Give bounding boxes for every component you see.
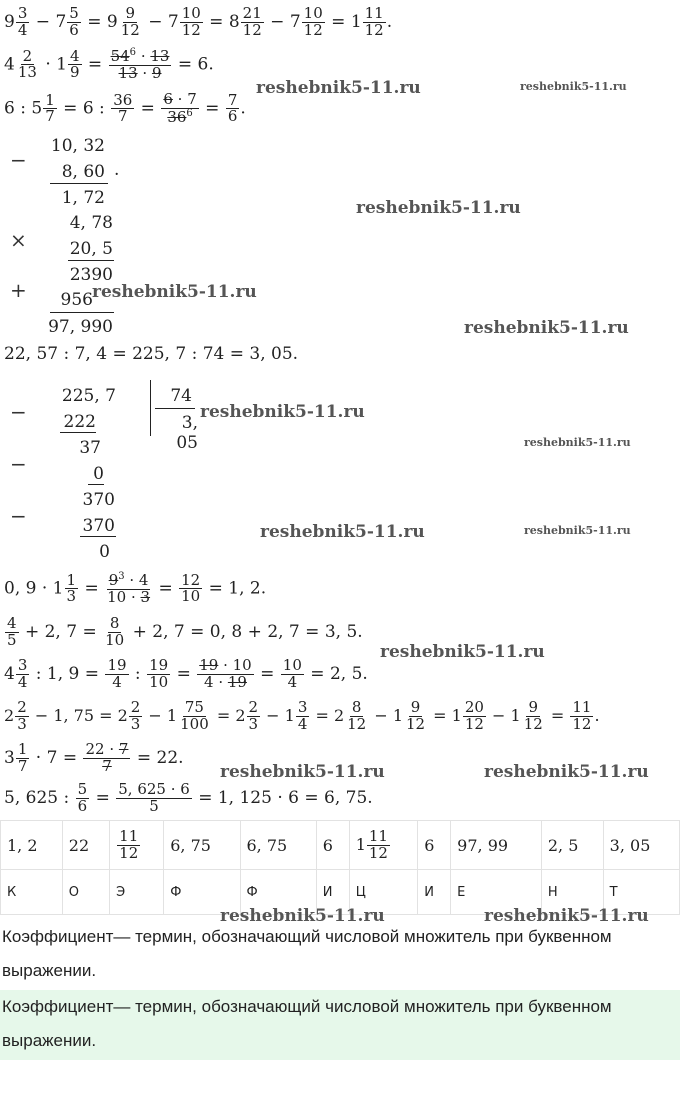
mul-rule-2 [50, 312, 114, 313]
equation-line-9: 3 $\frac{1}{7}$ · 7 = $\frac{22 \cdot 7}{7}$ = 22. [4, 740, 184, 775]
table-cell: 6 [418, 821, 451, 870]
div-bar [150, 380, 151, 436]
mul-partial-2: 956 [60, 290, 93, 310]
mul-rule-1 [68, 260, 114, 261]
div-sub-2: 0 [93, 464, 104, 484]
mul-partial-1: 2390 [69, 265, 113, 285]
watermark: reshebnik5-11.ru [220, 906, 385, 926]
table-cell: Т [603, 870, 679, 915]
plus-sign: + [10, 278, 27, 302]
div-quotient: 3, 05 [176, 413, 198, 453]
table-cell: Ф [164, 870, 240, 915]
watermark: reshebnik5-11.ru [484, 762, 649, 782]
table-cell: Ф [240, 870, 316, 915]
table-cell: 1 $\frac{11}{12}$ [349, 821, 418, 870]
times-sign: × [10, 228, 27, 252]
watermark: reshebnik5-11.ru [524, 524, 631, 537]
definition-text: Коэффициент— термин, обозначающий числовой множитель при буквенном выражении. [2, 927, 612, 980]
watermark: reshebnik5-11.ru [464, 318, 629, 338]
answer-table [0, 820, 680, 915]
equation-line-2: 4 $\frac{2}{13}$ · 1 $\frac{4}{9}$ = $\frac{54^6 \cdot 13}{13 \cdot 9}$ = 6. [4, 46, 214, 82]
equation-line-3: 6 : 5 $\frac{1}{7}$ = 6 : $\frac{36}{7}$ = $\frac{6 \cdot 7}{36^6}$ = $\frac{7}{6}$ . [4, 90, 246, 126]
equation-line-10: 5, 625 : $\frac{5}{6}$ = $\frac{5, 625 \cdot 6}{5}$ = 1, 125 · 6 = 6, 75. [4, 780, 373, 815]
watermark: reshebnik5-11.ru [92, 282, 257, 302]
div-sub-1: 222 [63, 412, 96, 432]
minus-sign-2: − [10, 452, 27, 476]
div-dividend: 225, 7 [61, 386, 116, 406]
sub-subtrahend: 8, 60 [61, 162, 105, 182]
equation-line-7: 4 $\frac{3}{4}$ : 1, 9 = $\frac{19}{4}$ : $\frac{19}{10}$ = $\frac{19 \cdot 10}{4 \cdot 19}$ = $\frac{10}{4}$ = 2, 5. [4, 656, 368, 691]
table-cell: 6 [316, 821, 349, 870]
table-cell: Э [110, 870, 164, 915]
table-cell: 97, 99 [451, 821, 542, 870]
table-cell: Ц [349, 870, 418, 915]
equation-line-1: 9 $\frac{3}{4}$ − 7 $\frac{5}{6}$ = 9 $\frac{9}{12}$ − 7 $\frac{10}{12}$ = 8 $\frac{21}{12}$ − 7 $\frac{10}{12}$ = 1 $\frac{11}{12}$ . [4, 4, 393, 39]
watermark: reshebnik5-11.ru [380, 642, 545, 662]
div-divisor: 74 [170, 386, 192, 406]
div-rem-2: 370 [82, 490, 115, 510]
div-rule-1 [60, 432, 96, 433]
equation-line-5: 0, 9 · 1 $\frac{1}{3}$ = $\frac{9^3 \cdot 4}{10 \cdot 3}$ = $\frac{12}{10}$ = 1, 2. [4, 570, 267, 606]
watermark: reshebnik5-11.ru [356, 198, 521, 218]
table-cell: $\frac{11}{12}$ [110, 821, 164, 870]
table-cell: Н [541, 870, 603, 915]
minus-sign-3: − [10, 504, 27, 528]
definition-highlighted: Коэффициент— термин, обозначающий числовой множитель при буквенном выражении. [0, 990, 680, 1060]
div-sub-3: 370 [82, 516, 115, 536]
watermark: reshebnik5-11.ru [260, 522, 425, 542]
table-cell: 2, 5 [541, 821, 603, 870]
minus-sign-1: − [10, 400, 27, 424]
table-cell: И [316, 870, 349, 915]
watermark: reshebnik5-11.ru [256, 78, 421, 98]
div-rule-q [155, 408, 195, 409]
watermark: reshebnik5-11.ru [220, 762, 385, 782]
mul-factor-a: 4, 78 [69, 213, 113, 233]
table-cell: 6, 75 [164, 821, 240, 870]
table-cell: 3, 05 [603, 821, 679, 870]
equation-line-8: 2 $\frac{2}{3}$ − 1, 75 = 2 $\frac{2}{3}$ − 1 $\frac{75}{100}$ = 2 $\frac{2}{3}$ − 1 $\frac{3}{4}$ = 2 $\frac{8}{12}$ − 1 $\frac{9}{12}$ = 1 $\frac{20}{12}$ − 1 $\frac{9}{12}$ = $\frac{11}{12}$ . [4, 698, 600, 733]
watermark: reshebnik5-11.ru [524, 436, 631, 449]
div-rem-1: 37 [79, 438, 101, 458]
div-rule-3 [80, 536, 116, 537]
table-cell: К [1, 870, 63, 915]
table-row-values [1, 821, 680, 870]
sub-minuend: 10, 32 [50, 136, 105, 156]
table-cell: Е [451, 870, 542, 915]
sub-rule [50, 183, 108, 184]
div-rule-2 [88, 484, 104, 485]
equation-line-6: $\frac{4}{5}$ + 2, 7 = $\frac{8}{10}$ + 2, 7 = 0, 8 + 2, 7 = 3, 5. [7, 614, 363, 649]
mul-result: 97, 990 [48, 317, 113, 337]
mul-factor-b: 20, 5 [69, 239, 113, 259]
table-cell: 1, 2 [1, 821, 63, 870]
table-cell: 22 [62, 821, 109, 870]
sub-result: 1, 72 [61, 188, 105, 208]
watermark: reshebnik5-11.ru [520, 80, 627, 93]
div-rem-3: 0 [99, 542, 110, 562]
table-cell: И [418, 870, 451, 915]
watermark: reshebnik5-11.ru [484, 906, 649, 926]
table-cell: О [62, 870, 109, 915]
minus-sign: − [10, 148, 27, 172]
equation-line-4: 22, 57 : 7, 4 = 225, 7 : 74 = 3, 05. [4, 344, 299, 364]
sub-dot: . [114, 160, 120, 180]
watermark: reshebnik5-11.ru [200, 402, 365, 422]
table-cell: 6, 75 [240, 821, 316, 870]
